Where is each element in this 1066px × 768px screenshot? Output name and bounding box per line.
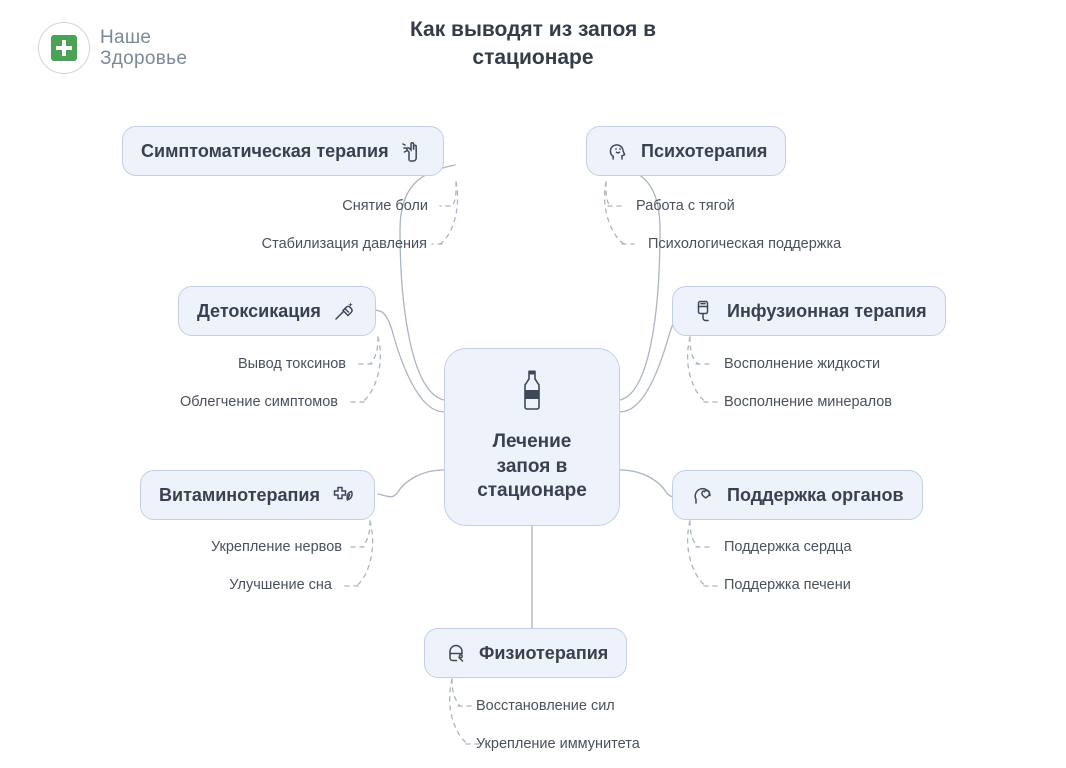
sub-psychotherapy-2: Психологическая поддержка (648, 236, 842, 252)
sub-symptomatic-2: Стабилизация давления (261, 236, 427, 252)
center-line-1: Лечение (492, 430, 572, 452)
center-node-label (477, 430, 587, 504)
node-infusion-label: Инфузионная терапия (727, 300, 927, 321)
sub-vitamin-1: Укрепление нервов (210, 539, 342, 555)
organ-head-icon (691, 482, 717, 508)
sub-infusion-1: Восполнение жидкости (724, 356, 881, 372)
brand-line-1: Наше (100, 26, 152, 48)
sub-psychotherapy-1: Работа с тягой (636, 198, 735, 214)
node-psychotherapy-label: Психотерапия (641, 140, 768, 161)
iv-drip-icon (691, 298, 717, 324)
node-vitamin[interactable] (140, 470, 375, 520)
node-psychotherapy[interactable] (586, 126, 786, 176)
page-title-line-1: Как выводят из запоя в (409, 18, 657, 41)
sub-symptomatic-1: Снятие боли (342, 198, 428, 214)
node-detox[interactable] (178, 286, 376, 336)
broom-icon (331, 298, 357, 324)
hand-pain-icon (399, 138, 425, 164)
node-physio-label: Физиотерапия (479, 642, 609, 663)
node-organs-label: Поддержка органов (727, 484, 904, 505)
sub-detox-1: Вывод токсинов (237, 356, 346, 372)
center-node[interactable] (444, 348, 620, 526)
node-detox-label: Детоксикация (197, 300, 321, 321)
sub-organs-1: Поддержка сердца (724, 539, 852, 555)
sub-infusion-2: Восполнение минералов (724, 394, 892, 410)
sub-vitamin-2: Улучшение сна (229, 577, 332, 593)
sub-detox-2: Облегчение симптомов (179, 394, 338, 410)
page-title-line-2: стационаре (472, 46, 594, 70)
leaf-cross-icon (330, 482, 356, 508)
node-physio[interactable] (424, 628, 627, 678)
bottle-icon (519, 370, 545, 418)
center-line-2: запоя в (496, 455, 568, 477)
sub-physio-1: Восстановление сил (476, 698, 615, 714)
node-symptomatic-label: Симптоматическая терапия (141, 140, 389, 161)
center-line-3: стационаре (477, 480, 587, 502)
head-mind-icon (605, 138, 631, 164)
node-symptomatic[interactable] (122, 126, 444, 176)
node-organs[interactable] (672, 470, 923, 520)
node-infusion[interactable] (672, 286, 946, 336)
node-vitamin-label: Витаминотерапия (159, 484, 320, 505)
brand-line-2: Здоровье (100, 48, 188, 69)
physio-device-icon (443, 640, 469, 666)
sub-physio-2: Укрепление иммунитета (476, 736, 640, 752)
sub-organs-2: Поддержка печени (724, 577, 851, 593)
